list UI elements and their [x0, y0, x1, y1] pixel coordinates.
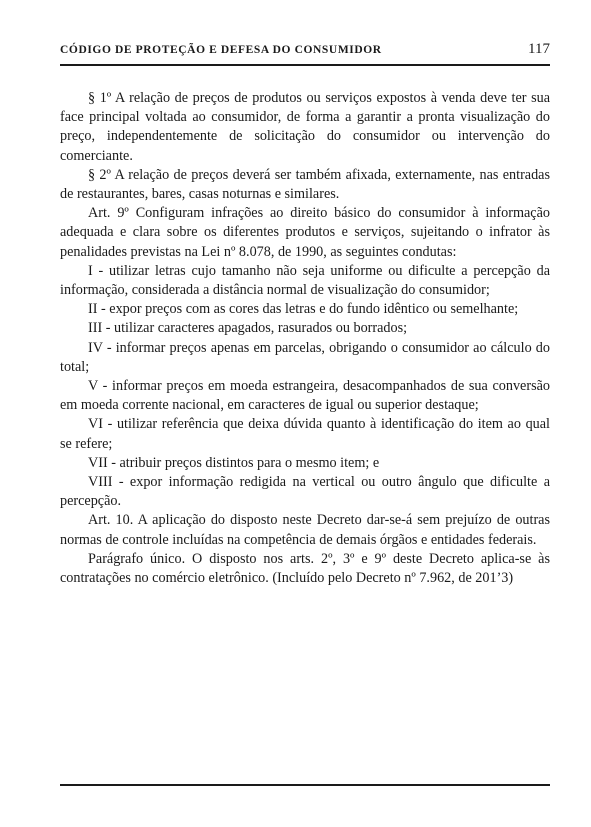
item-iv: IV - informar preços apenas em parcelas, obrigando o consumidor ao cálculo do total;	[60, 339, 550, 375]
item-i: I - utilizar letras cujo tamanho não seja uniforme ou dificulte a percepção da informação, considerada a distância normal de visualização do consumidor;	[60, 262, 550, 299]
paragraph-1-art8: § 1º A relação de preços de produtos ou serviços expostos à venda deve ter sua face principal voltada ao consumidor, de forma a garantir a pronta visualização do preço, independentemente de solicitação do consumidor ou intervenção do comerciante.	[60, 90, 550, 164]
paragraph-2-art8: § 2º A relação de preços deverá ser também afixada, externamente, nas entradas de restaurantes, bares, casas noturnas e similares.	[60, 166, 550, 203]
running-title: CÓDIGO DE PROTEÇÃO E DEFESA DO CONSUMIDOR	[60, 44, 382, 56]
item-v: V - informar preços em moeda estrangeira, desacompanhados de sua conversão em moeda corrente nacional, em caracteres de igual ou superior destaque;	[60, 378, 550, 414]
item-iii: III - utilizar caracteres apagados, rasurados ou borrados;	[88, 320, 408, 337]
footer-rule	[60, 784, 550, 786]
sole-paragraph: Parágrafo único. O disposto nos arts. 2º, 3º e 9º deste Decreto aplica-se às contratações no comércio eletrônico. (Incluído pelo Decreto nº 7.962, de 201’3)	[60, 550, 550, 587]
article-10: Art. 10. A aplicação do disposto neste Decreto dar-se-á sem prejuízo de outras normas de controle incluídas na competência de demais órgãos e entidades federais.	[60, 512, 550, 548]
body-text	[60, 89, 550, 588]
item-vi: VI - utilizar referência que deixa dúvida quanto à identificação do item ao qual se refere;	[60, 416, 550, 452]
item-viii: VIII - expor informação redigida na vertical ou outro ângulo que dificulte a percepção.	[60, 474, 550, 510]
page-header	[60, 40, 550, 64]
page-number: 117	[528, 41, 550, 57]
item-vii: VII - atribuir preços distintos para o mesmo item; e	[88, 454, 380, 471]
item-ii: II - expor preços com as cores das letras e do fundo idêntico ou semelhante;	[88, 301, 519, 318]
header-rule	[60, 64, 550, 66]
article-9: Art. 9º Configuram infrações ao direito básico do consumidor à informação adequada e clara sobre os diferentes produtos e serviços, sujeitando o infrator às penalidades previstas na Lei nº 8.078, de 1990, as seguintes condutas:	[60, 205, 550, 260]
